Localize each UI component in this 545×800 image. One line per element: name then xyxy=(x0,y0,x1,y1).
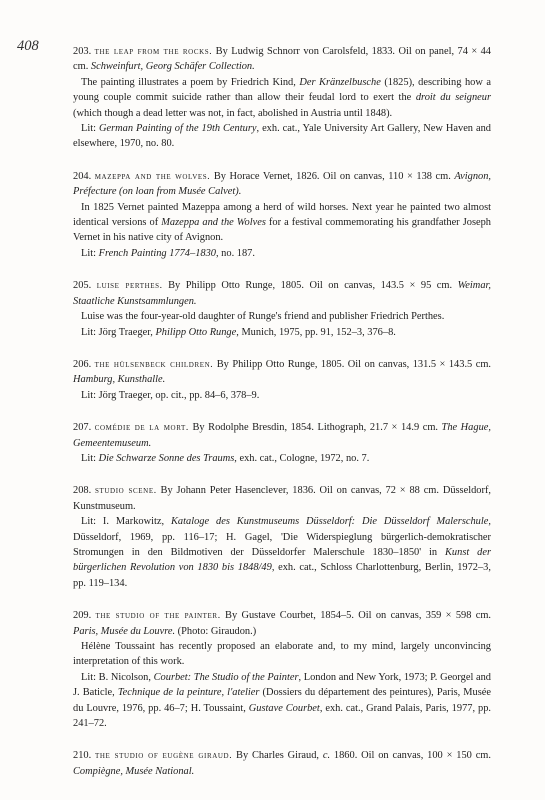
entry-title: the studio of the painter. xyxy=(95,610,221,622)
entry-title: the leap from the rocks. xyxy=(94,46,213,57)
entry-title: comédie de la mort. xyxy=(94,422,189,434)
entry-title: studio scene. xyxy=(95,485,157,497)
entry-text: By Charles Giraud, xyxy=(232,750,323,762)
italic-text: droit du seigneur xyxy=(415,92,491,104)
entry-text: Lit: Jörg Traeger, xyxy=(81,326,156,338)
entry-text: In 1825 Vernet painted Mazeppa among a herd of wild horses. Next year he painted two almost identical versions of xyxy=(73,201,491,229)
entry-text: The painting illustrates a poem by Friedrich Kind, xyxy=(81,76,300,88)
entry-text: Lit: B. Nicolson, xyxy=(81,671,154,683)
italic-text: Technique de la peinture, l'atelier xyxy=(117,687,260,699)
italic-text: Philipp Otto Runge xyxy=(155,326,237,338)
entry-text: By Ludwig Schnorr von Carolsfeld, 1833. Oil on panel, 74 × 44 cm. xyxy=(73,46,492,73)
entry-paragraph xyxy=(73,246,491,261)
entry-text: 204. xyxy=(73,170,95,182)
italic-text: French Painting 1774–1830 xyxy=(98,247,216,259)
italic-text: c. xyxy=(322,750,331,762)
italic-text: The Hague, Gemeentemuseum. xyxy=(73,422,491,449)
entry-header xyxy=(73,608,491,639)
italic-text: Avignon, Préfecture (on loan from Musée Calvet). xyxy=(73,170,492,198)
catalogue-entry xyxy=(73,278,491,340)
entry-text: 206. xyxy=(73,358,95,370)
entry-text: Lit: I. Markowitz, xyxy=(81,516,171,528)
italic-text: Compiègne, Musée National. xyxy=(73,765,195,777)
entry-header xyxy=(73,169,491,200)
entry-text: Lit: Jörg Traeger, op. cit., pp. 84–6, 378–9. xyxy=(81,389,260,401)
catalogue-entry xyxy=(73,748,491,779)
entry-text: Hélène Toussaint has recently proposed an elaborate and, to my mind, largely unconvincing interpretation of this work. xyxy=(73,641,491,668)
italic-text: Kunst der bürgerlichen Revolution von 1830 bis 1848/49 xyxy=(73,546,492,574)
entry-text: , London and New York, 1973; P. Georgel and J. Baticle, xyxy=(73,671,491,699)
italic-text: Mazeppa and the Wolves xyxy=(161,217,266,229)
entry-text: (Photo: Giraudon.) xyxy=(175,625,257,637)
entry-paragraph xyxy=(73,75,491,121)
italic-text: Hamburg, Kunsthalle. xyxy=(73,374,166,386)
catalogue-entry xyxy=(73,608,491,731)
entry-paragraph xyxy=(73,121,491,152)
italic-text: Der Kränzelbusche xyxy=(299,76,381,88)
entry-text: Lit: xyxy=(81,123,99,135)
catalogue-entries xyxy=(73,44,491,796)
entry-text: By Gustave Courbet, 1854–5. Oil on canvas, 359 × 598 cm. xyxy=(220,610,492,622)
entry-text: By Philipp Otto Runge, 1805. Oil on canvas, 131.5 × 143.5 cm. xyxy=(213,358,491,370)
entry-text: for a festival commemorating his grandfather Joseph Vernet in his native city of Avignon. xyxy=(73,217,491,244)
entry-text: , exh. cat., Grand Palais, Paris, 1977, pp. 241–72. xyxy=(73,702,491,730)
italic-text: Kataloge des Kunstmuseums Düsseldorf: Die Düsseldorf Malerschule xyxy=(171,516,489,528)
entry-text: , no. 187. xyxy=(215,247,255,259)
entry-header xyxy=(73,748,491,779)
catalogue-entry xyxy=(73,357,491,403)
entry-header xyxy=(73,357,491,388)
entry-text: (Dossiers du département des peintures), Paris, Musée du Louvre, 1976, pp. 46–7; H. Toussaint, xyxy=(73,687,492,714)
entry-text: Lit: xyxy=(81,247,99,259)
catalogue-entry xyxy=(73,44,491,152)
entry-paragraph xyxy=(73,388,491,403)
entry-text: , Düsseldorf, 1969, pp. 116–17; H. Gagel, 'Die Widerspieglung bürgerlich-demokratischer Stromungen in den Bildmotiven der Düsseldorfer Malerschule 1830–1850' in xyxy=(73,516,491,558)
entry-header xyxy=(73,44,491,75)
entry-text: (1825), describing how a young couple commit suicide rather than allow their feudal lord to exert the xyxy=(73,76,491,104)
italic-text: German Painting of the 19th Century xyxy=(99,123,257,135)
italic-text: Courbet: The Studio of the Painter xyxy=(153,671,299,683)
italic-text: Die Schwarze Sonne des Traums xyxy=(98,452,235,464)
italic-text: Weimar, Staatliche Kunstsammlungen. xyxy=(73,280,491,307)
entry-title: the hülsenbeck children. xyxy=(94,358,214,370)
entry-text: 205. xyxy=(73,280,97,292)
entry-text: By Rodolphe Bresdin, 1854. Lithograph, 21.7 × 14.9 cm. xyxy=(188,422,442,434)
entry-paragraph xyxy=(73,514,491,591)
entry-text: By Horace Vernet, 1826. Oil on canvas, 110 × 138 cm. xyxy=(210,170,455,182)
entry-text: 210. xyxy=(73,750,96,762)
catalogue-entry xyxy=(73,420,491,466)
italic-text: Paris, Musée du Louvre. xyxy=(73,625,176,637)
entry-paragraph xyxy=(73,309,491,324)
page-number: 408 xyxy=(17,38,39,54)
entry-title: the studio of eugène giraud. xyxy=(95,750,233,762)
entry-text: , Munich, 1975, pp. 91, 152–3, 376–8. xyxy=(236,326,396,338)
entry-header xyxy=(73,420,491,451)
entry-title: mazeppa and the wolves. xyxy=(94,170,211,182)
entry-text: Lit: xyxy=(81,452,99,464)
entry-paragraph xyxy=(73,325,491,340)
entry-text: By Johann Peter Hasenclever, 1836. Oil on canvas, 72 × 88 cm. Düsseldorf, Kunstmuseum. xyxy=(73,485,492,512)
entry-title: luise perthes. xyxy=(96,280,163,292)
entry-text: 208. xyxy=(73,485,96,497)
entry-text: 1860. Oil on canvas, 100 × 150 cm. xyxy=(330,750,491,762)
catalogue-entry xyxy=(73,169,491,261)
entry-header xyxy=(73,483,491,514)
entry-paragraph xyxy=(73,200,491,246)
entry-text: 207. xyxy=(73,422,95,434)
entry-text: , exh. cat., Cologne, 1972, no. 7. xyxy=(234,452,370,464)
entry-text: By Philipp Otto Runge, 1805. Oil on canvas, 143.5 × 95 cm. xyxy=(162,280,458,292)
entry-paragraph xyxy=(73,670,491,732)
entry-paragraph xyxy=(73,451,491,466)
italic-text: Gustave Courbet xyxy=(248,702,320,714)
entry-text: , exh. cat., Schloss Charlottenburg, Berlin, 1972–3, pp. 119–134. xyxy=(73,562,491,589)
entry-header xyxy=(73,278,491,309)
entry-text: 203. xyxy=(73,46,95,57)
entry-text: Luise was the four-year-old daughter of Runge's friend and publisher Friedrich Perthes. xyxy=(81,311,445,323)
entry-text: (which though a dead letter was not, in fact, abolished in Austria until 1848). xyxy=(73,107,393,119)
entry-text: , exh. cat., Yale University Art Gallery, New Haven and elsewhere, 1970, no. 80. xyxy=(73,123,491,150)
italic-text: Schweinfurt, Georg Schäfer Collection. xyxy=(90,61,255,73)
entry-text: 209. xyxy=(73,610,96,622)
catalogue-entry xyxy=(73,483,491,591)
entry-paragraph xyxy=(73,639,491,670)
